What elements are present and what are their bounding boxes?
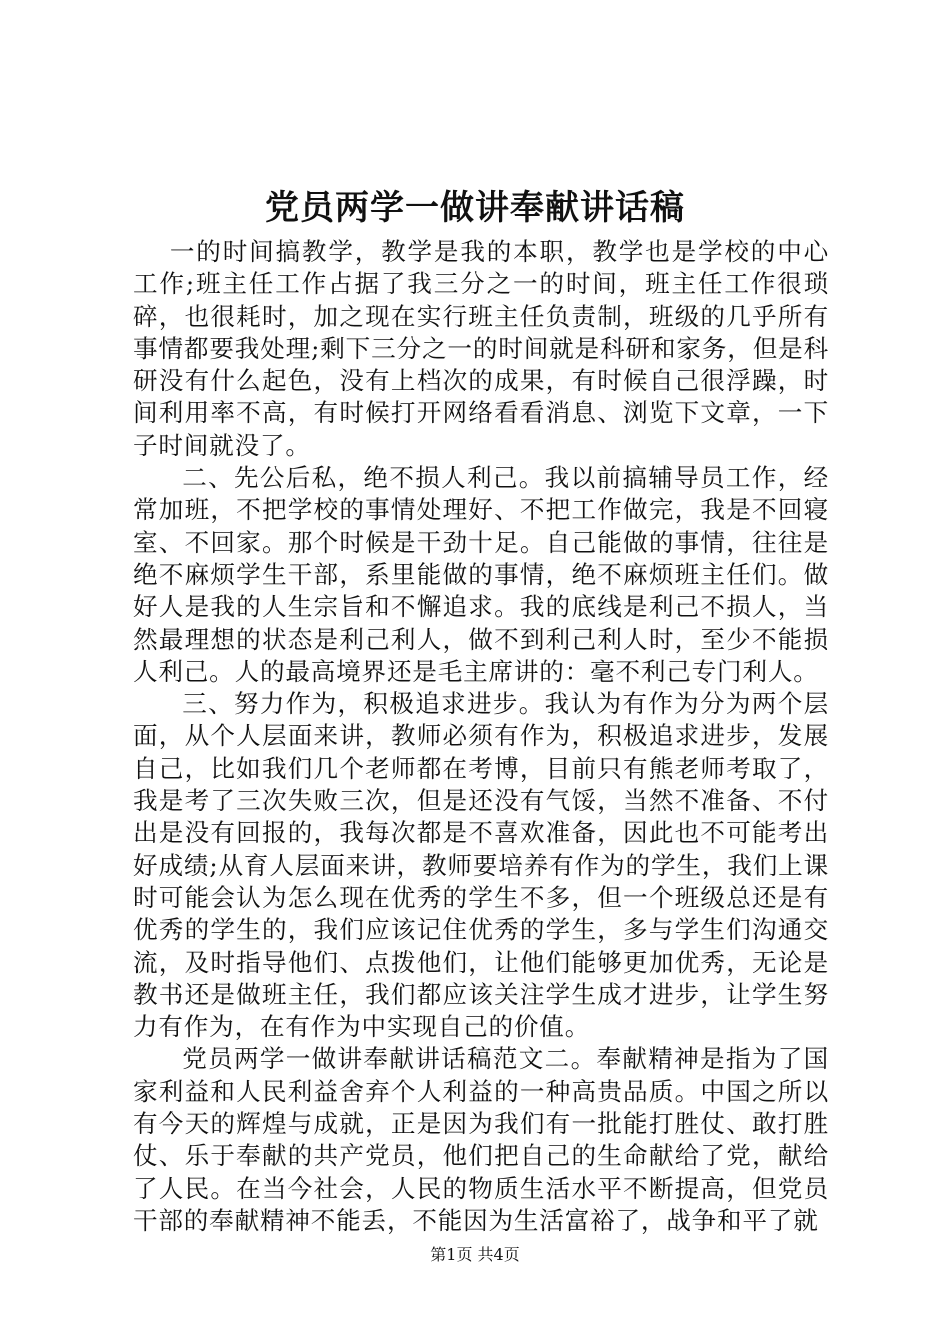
paragraph: 二、先公后私，绝不损人利己。我以前搞辅导员工作，经常加班，不把学校的事情处理好、不把工作做完，我是不回寝室、不回家。那个时候是干劲十足。自己能做的事情，往往是绝不麻烦学生干部，系里能做的事情，绝不麻烦班主任们。做好人是我的人生宗旨和不懈追求。我的底线是利己不损人，当然最理想的状态是利己利人，做不到利己利人时，至少不能损人利己。人的最高境界还是毛主席讲的：毫不利己专门利人。 — [133, 463, 829, 686]
document-title: 党员两学一做讲奉献讲话稿 — [265, 188, 685, 228]
paragraph: 党员两学一做讲奉献讲话稿范文二。奉献精神是指为了国家利益和人民利益舍弃个人利益的一种高贵品质。中国之所以有今天的辉煌与成就，正是因为我们有一批能打胜仗、敢打胜仗、乐于奉献的共产党员，他们把自己的生命献给了党，献给了人民。在当今社会，人民的物质生活水平不断提高，但党员干部的奉献精神不能丢，不能因为生活富裕了，战争和平了就 — [133, 1044, 829, 1235]
page-number-footer: 第1页 共4页 — [430, 1245, 520, 1264]
paragraph: 一的时间搞教学，教学是我的本职，教学也是学校的中心工作;班主任工作占据了我三分之一的时间，班主任工作很琐碎，也很耗时，加之现在实行班主任负责制，班级的几乎所有事情都要我处理;剩下三分之一的时间就是科研和家务，但是科研没有什么起色，没有上档次的成果，有时候自己很浮躁，时间利用率不高，有时候打开网络看看消息、浏览下文章，一下子时间就没了。 — [133, 237, 829, 460]
paragraph: 三、努力作为，积极追求进步。我认为有作为分为两个层面，从个人层面来讲，教师必须有作为，积极追求进步，发展自己，比如我们几个老师都在考博，目前只有熊老师考取了，我是考了三次失败三次，但是还没有气馁，当然不准备、不付出是没有回报的，我每次都是不喜欢准备，因此也不可能考出好成绩;从育人层面来讲，教师要培养有作为的学生，我们上课时可能会认为怎么现在优秀的学生不多，但一个班级总还是有优秀的学生的，我们应该记住优秀的学生，多与学生们沟通交流，及时指导他们、点拨他们，让他们能够更加优秀，无论是教书还是做班主任，我们都应该关注学生成才进步，让学生努力有作为，在有作为中实现自己的价值。 — [133, 689, 829, 1042]
document-body — [133, 236, 829, 1237]
